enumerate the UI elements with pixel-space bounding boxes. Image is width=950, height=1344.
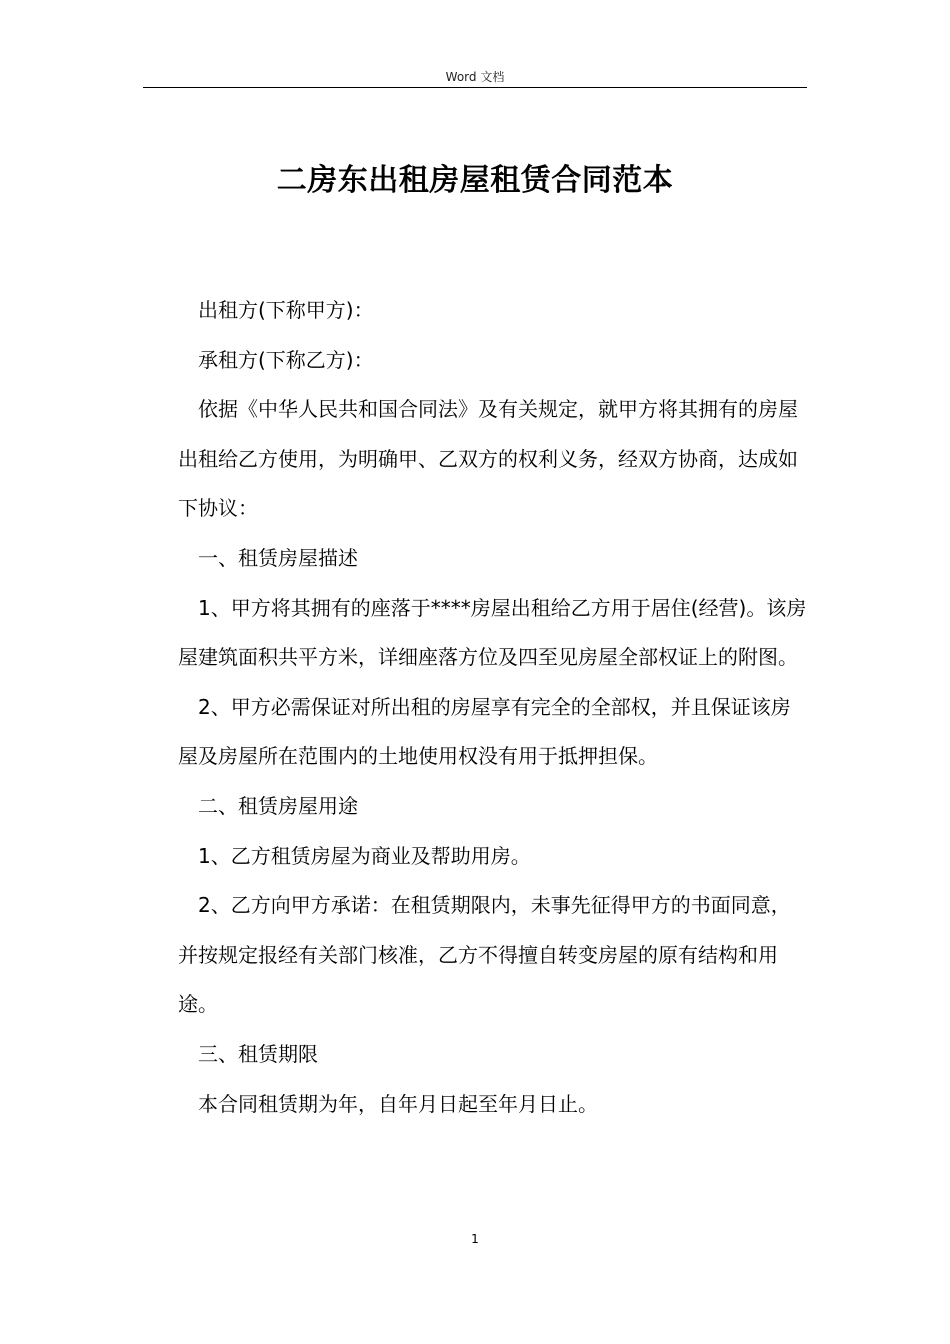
header-divider — [143, 87, 807, 88]
document-body — [178, 286, 808, 1129]
section-heading-1: 一、租赁房屋描述 — [198, 545, 358, 570]
section-heading-3: 三、租赁期限 — [198, 1041, 318, 1066]
clause-1-2: 2、甲方必需保证对所出租的房屋享有完全的全部权，并且保证该房屋及房屋所在范围内的土地使用权没有用于抵押担保。 — [178, 694, 791, 769]
party-a-line: 出租方(下称甲方)： — [198, 298, 374, 322]
section-heading-2: 二、租赁房屋用途 — [198, 793, 358, 818]
party-b-line: 承租方(下称乙方)： — [198, 347, 374, 372]
clause-2-1: 1、乙方租赁房屋为商业及帮助用房。 — [198, 843, 531, 868]
intro-paragraph: 依据《中华人民共和国合同法》及有关规定，就甲方将其拥有的房屋出租给乙方使用，为明确甲、乙双方的权利义务，经双方协商，达成如下协议： — [178, 397, 798, 521]
clause-1-1: 1、甲方将其拥有的座落于****房屋出租给乙方用于居住(经营)。该房屋建筑面积共平方米，详细座落方位及四至见房屋全部权证上的附图。 — [178, 595, 807, 670]
page-header: Word 文档 — [445, 70, 505, 84]
clause-3-1: 本合同租赁期为年，自年月日起至年月日止。 — [198, 1091, 598, 1116]
page-number: 1 — [471, 1232, 479, 1246]
clause-2-2: 2、乙方向甲方承诺：在租赁期限内，未事先征得甲方的书面同意，并按规定报经有关部门核准，乙方不得擅自转变房屋的原有结构和用途。 — [178, 893, 791, 1017]
document-title: 二房东出租房屋租赁合同范本 — [276, 163, 674, 198]
